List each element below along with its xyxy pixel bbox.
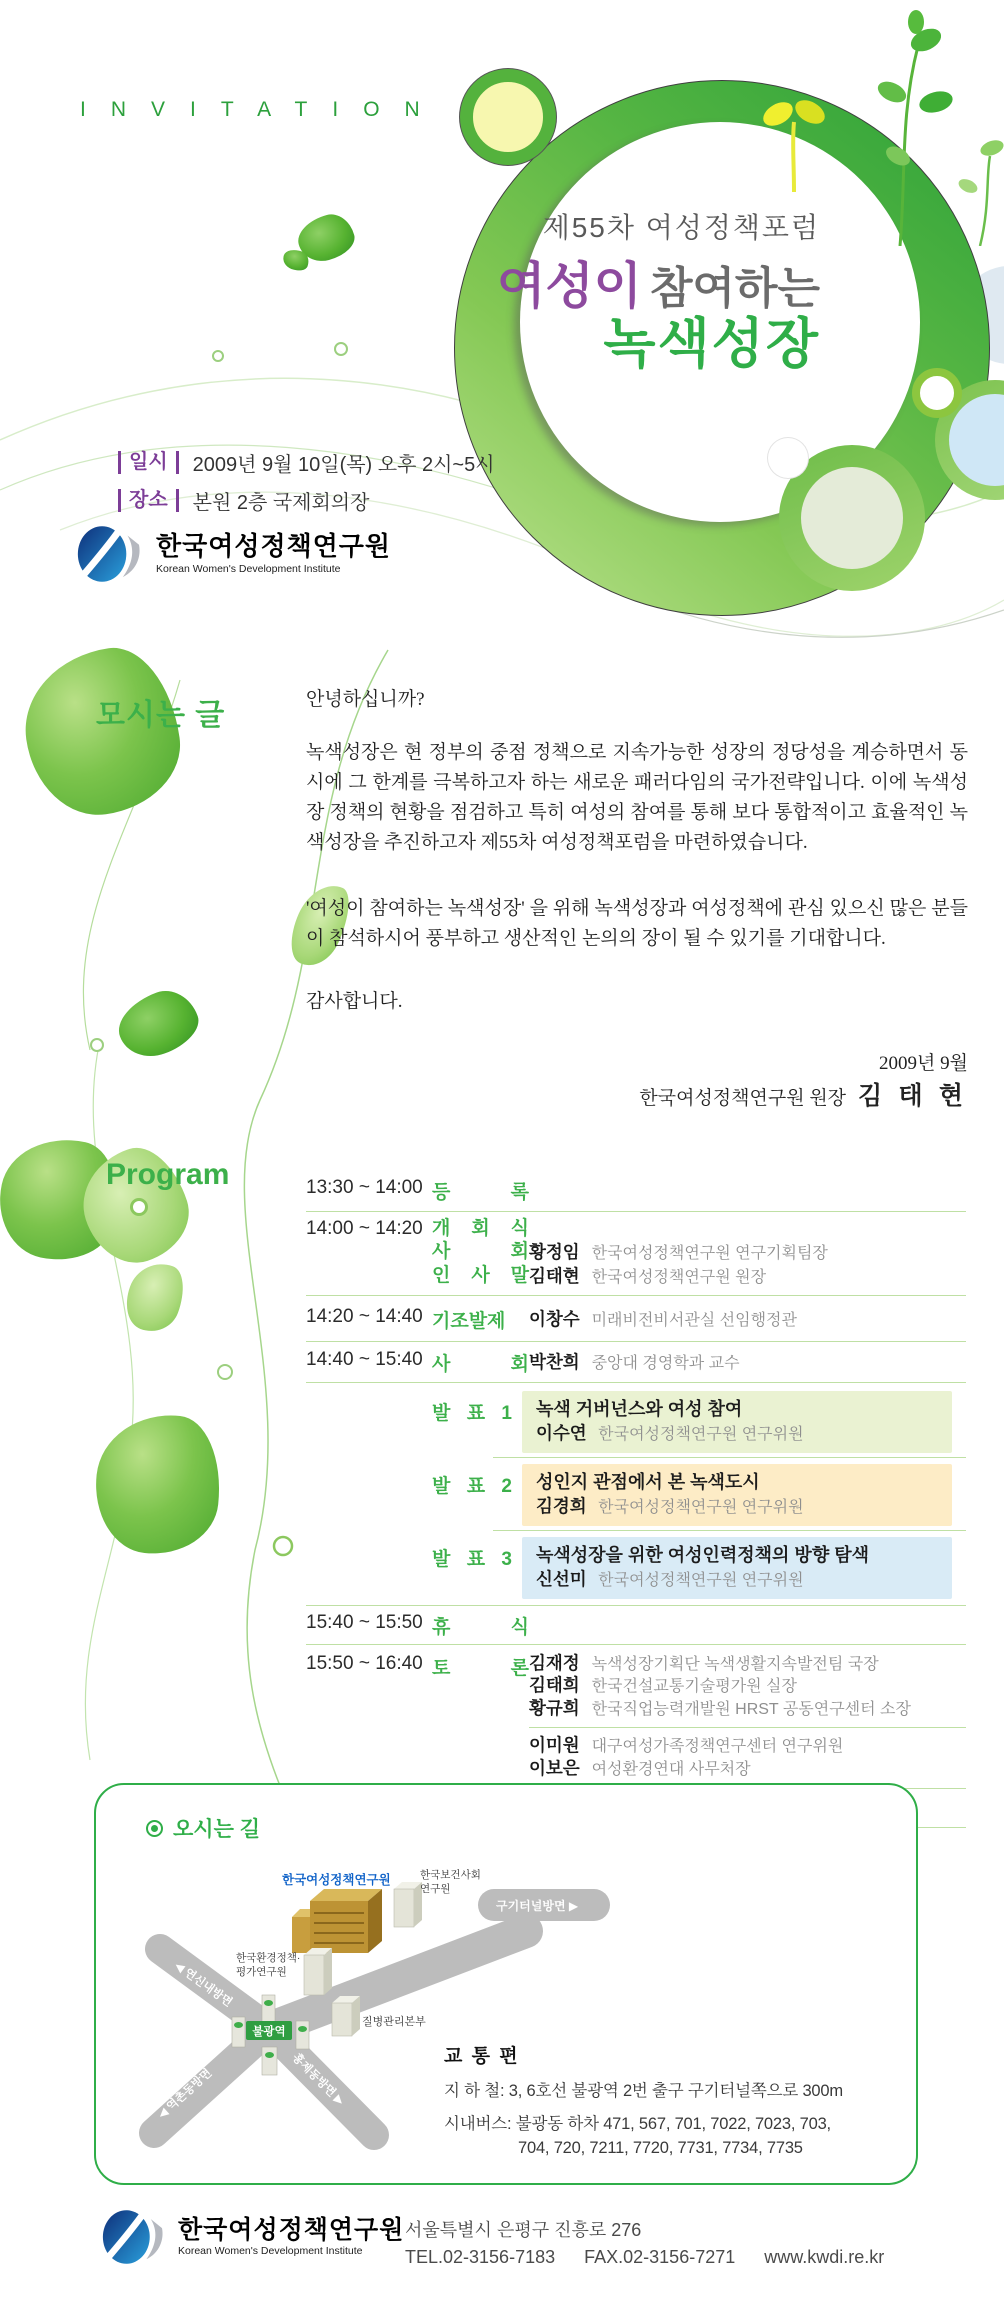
footer-contact-line (405, 2247, 908, 2268)
item-label: 사 회 (432, 1240, 529, 1262)
environment-institute-building (304, 1948, 332, 1995)
footer-website: www.kwdi.re.kr (764, 2247, 885, 2267)
time-cell: 14:20 ~ 14:40 (306, 1305, 423, 1327)
program-section-title: Program (106, 1158, 230, 1191)
bus-info-line1: 시내버스: 불광동 하차 471, 567, 701, 7022, 7023, 703, (444, 2115, 831, 2133)
map-label-env-1: 한국환경정책· (236, 1952, 301, 1964)
presentation-title: 녹색성장을 위한 여성인력정책의 방향 탐색 (536, 1544, 869, 1565)
person-name: 이보은 (529, 1757, 580, 1778)
program-row-moderator (306, 1342, 966, 1382)
person-name: 김태희 (529, 1675, 580, 1695)
health-institute-building (394, 1882, 422, 1927)
org-name-ko: 한국여성정책연구원 (156, 531, 392, 562)
discussant (529, 1698, 966, 1721)
presentation-title: 성인지 관점에서 본 녹색도시 (536, 1471, 760, 1492)
program-row-registration (306, 1174, 966, 1211)
item-label: 인 사 말 (432, 1265, 529, 1286)
map-label-health-2: 연구원 (420, 1883, 451, 1895)
invitation-heading: INVITATION (80, 98, 445, 121)
discussant-separator (529, 1727, 966, 1728)
greeting-paragraph-1: 녹색성장은 현 정부의 중점 정책으로 지속가능한 성장의 정당성을 계승하면서 동시에 그 한계를 극복하고자 하는 새로운 패러다임의 국가전략입니다. 이에 녹색성장 정책의 현황을 점검하고 특히 여성의 참여를 통해 보다 통합적이고 효율적인 녹색성장을 추진하고자 제55차 여성정책포럼을 마련하였습니다. (306, 742, 968, 853)
person-cell (529, 1241, 966, 1266)
event-meta (118, 448, 495, 524)
discussant (529, 1653, 966, 1676)
time-cell: 14:00 ~ 14:20 (306, 1218, 423, 1239)
presentation-title: 녹색 거버넌스와 여성 참여 (536, 1398, 743, 1419)
station-badge (246, 2021, 292, 2040)
person-affiliation: 한국여성정책연구원 원장 (591, 1269, 767, 1286)
discussant (529, 1758, 966, 1781)
map-label-env-2: 평가연구원 (236, 1966, 287, 1978)
footer-org-ko: 한국여성정책연구원 (178, 2215, 405, 2244)
time-cell: 14:40 ~ 15:40 (306, 1348, 423, 1370)
opening-line (432, 1218, 966, 1241)
person-cell (536, 1569, 938, 1591)
road-label-hongje: 홍제동방면 ▶ (289, 2051, 347, 2108)
person-name: 황규희 (529, 1697, 580, 1718)
greeting-section-title: 모시는 글 (96, 699, 226, 732)
small-ring-decoration (912, 368, 962, 418)
road-label-gugi-tunnel: 구기터널방면 ▶ (496, 1899, 579, 1913)
directions-title-text: 오시는 길 (173, 1818, 260, 1841)
person-affiliation: 한국여성정책연구원 연구위원 (598, 1571, 804, 1589)
person-affiliation: 한국직업능력개발원 HRST 공동연구센터 소장 (591, 1700, 911, 1718)
time-cell: 13:30 ~ 14:00 (306, 1177, 423, 1198)
cdc-building (332, 1996, 360, 2036)
footer-org-en: Korean Women's Development Institute (178, 2245, 363, 2258)
person-affiliation: 녹색성장기획단 녹색생활지속발전팀 국장 (591, 1655, 879, 1673)
station-label: 불광역 (252, 2026, 286, 2038)
org-name-en: Korean Women's Development Institute (156, 562, 341, 575)
kwdi-logo-icon (72, 524, 146, 584)
program-table (306, 1174, 966, 1867)
directions-box (94, 1783, 918, 2185)
white-dot-decoration (768, 438, 808, 478)
program-row-discussion (306, 1645, 966, 1789)
person-name: 이수연 (536, 1422, 587, 1443)
item-label: 등 록 (432, 1182, 529, 1203)
title-rest: 참여하는 (649, 264, 820, 313)
item-label: 사 회 (432, 1353, 529, 1375)
place-value: 본원 2층 국제회의장 (192, 492, 370, 514)
person-name: 김재정 (529, 1652, 580, 1673)
person-name: 황정임 (529, 1241, 580, 1262)
time-cell: 15:50 ~ 16:40 (306, 1652, 423, 1674)
map-label-health-1: 한국보건사회 (420, 1869, 481, 1881)
person-affiliation: 한국여성정책연구원 연구위원 (598, 1498, 804, 1516)
item-label: 발 표 3 (432, 1548, 512, 1570)
footer-kwdi-logo (98, 2208, 404, 2266)
kwdi-building (292, 1889, 382, 1953)
greeting-signature (306, 1076, 968, 1112)
program-row-keynote (306, 1296, 966, 1341)
person-name: 이창수 (529, 1308, 580, 1329)
person-affiliation: 대구여성가족정책연구센터 연구위원 (591, 1738, 844, 1755)
greeting-paragraph-2: '여성이 참여하는 녹색성장' 을 위해 녹색성장과 여성정책에 관심 있으신 많은 분들이 참석하시어 풍부하고 생산적인 논의의 장이 될 수 있기를 기대합니다. (306, 898, 968, 949)
target-bullet-icon (146, 1820, 163, 1837)
person-cell (529, 1306, 966, 1331)
signature-name: 김 태 현 (858, 1083, 968, 1110)
person-name: 김경희 (536, 1495, 587, 1516)
program-row-break (306, 1606, 966, 1644)
footer-tel: TEL.02-3156-7183 (405, 2247, 556, 2267)
bus-info-line2: 704, 720, 7211, 7720, 7731, 7734, 7735 (518, 2139, 803, 2157)
person-affiliation: 중앙대 경영학과 교수 (591, 1354, 740, 1372)
item-label: 개 회 식 (432, 1218, 529, 1239)
person-affiliation: 한국여성정책연구원 연구기획팀장 (591, 1244, 828, 1262)
footer-address: 서울특별시 은평구 진흥로 276 (405, 2220, 642, 2240)
person-cell (536, 1496, 938, 1518)
kwdi-logo (72, 524, 391, 584)
date-row (118, 448, 495, 477)
person-affiliation: 미래비전비서관실 선임행정관 (591, 1311, 797, 1329)
signature-title: 한국여성정책연구원 원장 (639, 1088, 847, 1109)
item-label: 발 표 1 (432, 1402, 512, 1424)
sprout-icon (752, 92, 836, 192)
presentation-box (522, 1391, 952, 1453)
road-southwest (154, 2029, 269, 2133)
subway-info: 지 하 철: 3, 6호선 불광역 2번 출구 구기터널쪽으로 300m (444, 2082, 843, 2100)
road-label-yeokchon: ◀ 역촌동방면 (155, 2067, 215, 2122)
date-value: 2009년 9월 10일(목) 오후 2시~5시 (192, 454, 495, 476)
map-label-cdc: 질병관리본부 (362, 2016, 426, 2028)
directions-section-title (146, 1813, 260, 1843)
greeting-hello: 안녕하십니까? (306, 689, 425, 710)
item-label: 기조발제 (432, 1310, 506, 1332)
discussant (529, 1675, 966, 1698)
plant-decoration (840, 6, 1004, 246)
footer-logo-text (178, 2217, 404, 2257)
title-line2: 녹색성장 (603, 314, 820, 374)
title-line1 (470, 258, 820, 314)
item-label: 휴 식 (432, 1616, 529, 1638)
discussant (529, 1735, 966, 1758)
person-cell (529, 1265, 966, 1290)
item-label: 토 론 (432, 1657, 529, 1679)
kwdi-logo-icon (98, 2208, 168, 2266)
presentation-box (522, 1464, 952, 1526)
program-row-presentation-2 (306, 1458, 966, 1530)
place-label: 장소 (118, 489, 179, 512)
opening-remarks-line (432, 1265, 966, 1290)
person-name: 신선미 (536, 1568, 587, 1589)
person-name: 이미원 (529, 1735, 580, 1755)
person-name: 박찬희 (529, 1351, 580, 1372)
person-cell (536, 1423, 938, 1445)
transport-title: 교 통 편 (444, 2046, 520, 2067)
date-label: 일시 (118, 451, 179, 474)
footer-fax: FAX.02-3156-7271 (584, 2247, 736, 2267)
person-affiliation: 한국건설교통기술평가원 실장 (591, 1678, 797, 1695)
opening-mc-line (432, 1241, 966, 1266)
place-row (118, 486, 495, 515)
presentation-box (522, 1537, 952, 1599)
kwdi-logo-text (156, 533, 391, 574)
item-label: 발 표 2 (432, 1475, 512, 1497)
map-label-kwdi: 한국여성정책연구원 (282, 1873, 391, 1887)
program-row-opening (306, 1212, 966, 1295)
title-block (470, 206, 820, 374)
road-label-yeonsinnae: ◀ 연신내방면 (172, 1959, 234, 2010)
person-affiliation: 한국여성정책연구원 연구위원 (598, 1425, 804, 1443)
person-name: 김태현 (529, 1266, 580, 1286)
program-row-presentation-1 (306, 1383, 966, 1457)
yellow-circle-decoration (460, 69, 556, 165)
forum-label: 제55차 여성정책포럼 (542, 212, 820, 243)
greeting-thanks: 감사합니다. (306, 991, 403, 1012)
program-row-presentation-3 (306, 1531, 966, 1605)
title-accent: 여성이 (497, 258, 642, 314)
person-cell (529, 1349, 966, 1374)
greeting-date: 2009년 9월 (879, 1053, 968, 1074)
time-cell: 15:40 ~ 15:50 (306, 1611, 423, 1633)
ring-decoration (130, 1198, 148, 1216)
person-affiliation: 여성환경연대 사무처장 (591, 1760, 751, 1778)
transport-info (444, 2041, 906, 2158)
